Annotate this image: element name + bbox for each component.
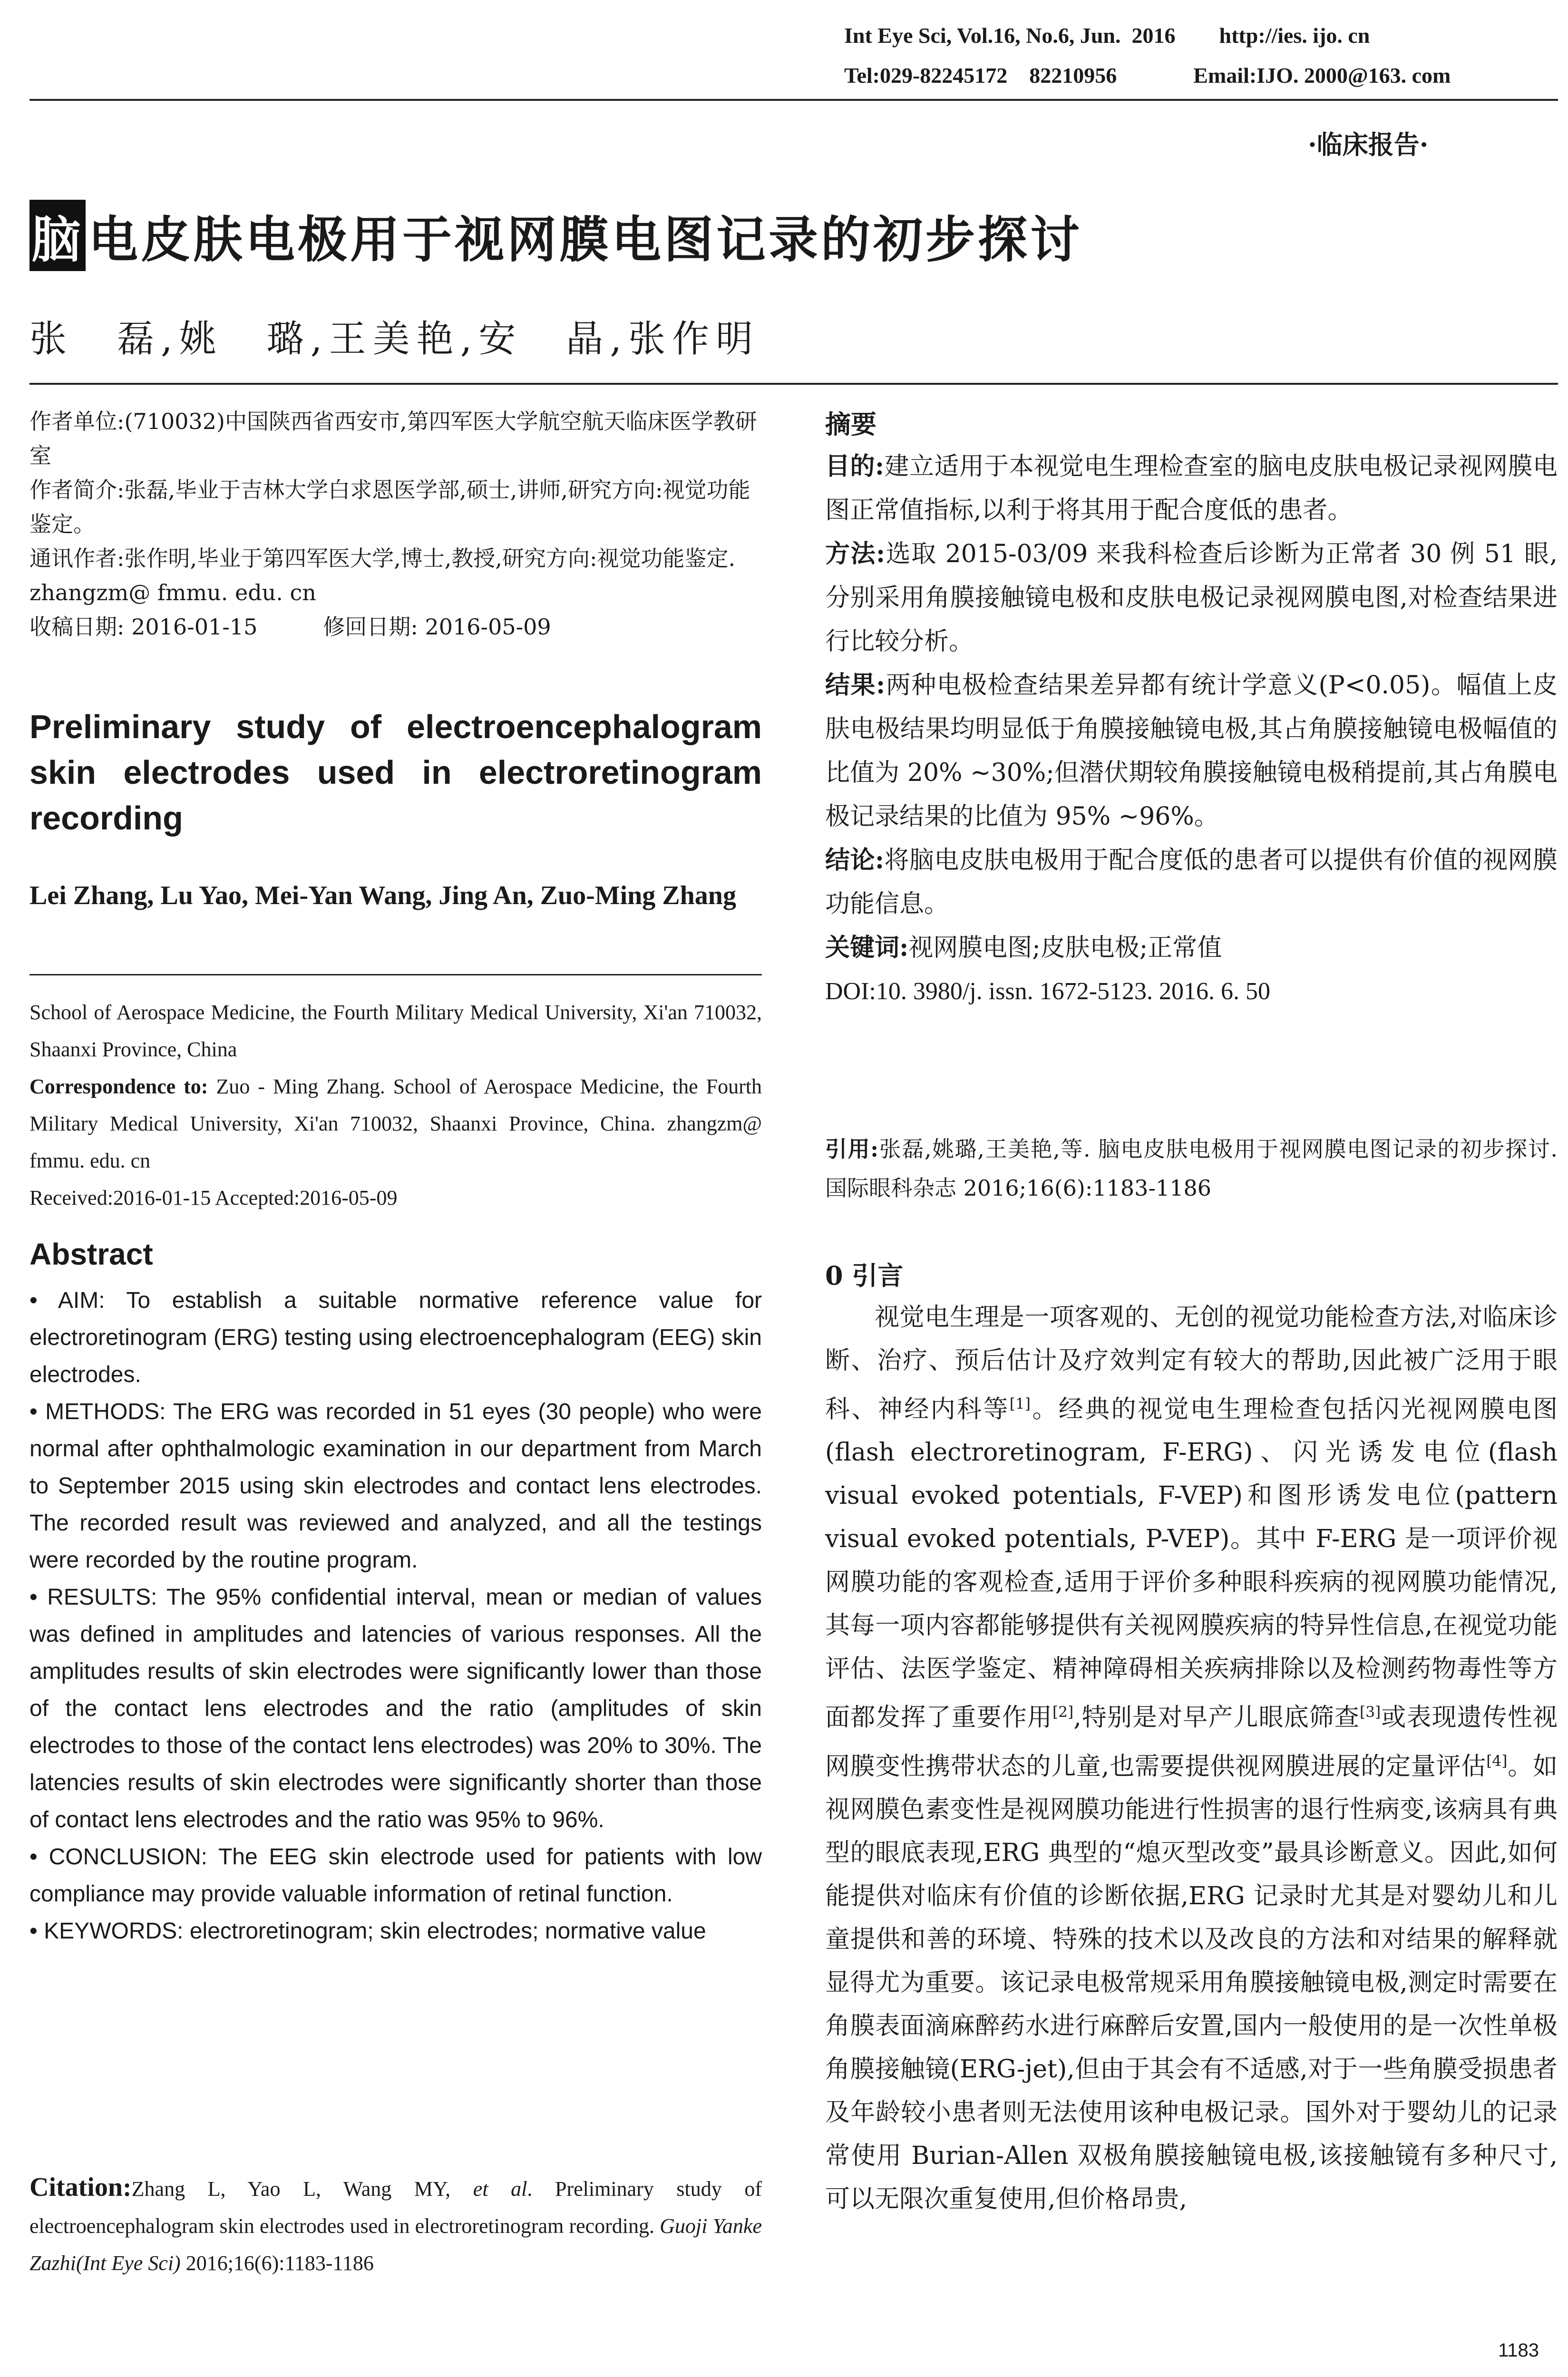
abstract-methods: • METHODS: The ERG was recorded in 51 eyes (30 people) who were normal after ophthalmologic examination in our department from March to September 2015 using skin electrodes and contact lens electrodes. The recorded result was reviewed and analyzed, and all the testings were recorded by the routine program. bbox=[29, 1399, 762, 1573]
zh-results-text: 两种电极检查结果差异都有统计学意义(P<0.05)。幅值上皮肤电极结果均明显低于角膜接触镜电极,其占角膜接触镜电极幅值的比值为 20% ~30%;但潜伏期较角膜接触镜电极稍提前,其占角膜电极记录结果的比值为 95% ~96%。 bbox=[825, 671, 1558, 831]
citation-en-text3: 2016;16(6):1183-1186 bbox=[180, 2251, 374, 2275]
intro-text-4: 或表现遗传性视网膜变性携带状态的儿童,也需要提供视网膜进展的定量评估 bbox=[825, 1703, 1558, 1781]
title-rule bbox=[29, 383, 1558, 385]
intro-heading: 0 引言 bbox=[825, 1260, 904, 1291]
article-title bbox=[29, 200, 1082, 271]
abstract-conclusion: • CONCLUSION: The EEG skin electrode used for patients with low compliance may provide valuable information of retinal function. bbox=[29, 1844, 762, 1907]
zh-aim-label: 目的: bbox=[825, 452, 885, 481]
zh-conclusion-text: 将脑电皮肤电极用于配合度低的患者可以提供有价值的视网膜功能信息。 bbox=[825, 846, 1558, 918]
en-authors-rule bbox=[29, 974, 762, 975]
citation-en-etal: et al bbox=[473, 2177, 527, 2201]
abstract-aim: • AIM: To establish a suitable normative reference value for electroretinogram (ERG) testing using electroencephalogram (EEG) skin electrodes. bbox=[29, 1288, 762, 1387]
authors-zh: 张 磊,姚 璐,王美艳,安 晶,张作明 bbox=[29, 318, 760, 360]
intro-ref-3: [3] bbox=[1360, 1704, 1381, 1721]
abstract-body bbox=[29, 1282, 762, 1950]
zh-methods-text: 选取 2015-03/09 来我科检查后诊断为正常者 30 例 51 眼,分别采用角膜接触镜电极和皮肤电极记录视网膜电图,对检查结果进行比较分析。 bbox=[825, 540, 1558, 656]
title-rest: 电皮肤电极用于视网膜电图记录的初步探讨 bbox=[88, 210, 1083, 269]
journal-header-line1: Int Eye Sci, Vol.16, No.6, Jun. 2016 http://ies. ijo. cn bbox=[844, 23, 1370, 48]
intro-ref-2: [2] bbox=[1052, 1704, 1074, 1721]
citation-en-label: Citation: bbox=[29, 2172, 132, 2202]
zh-aim-text: 建立适用于本视觉电生理检查室的脑电皮肤电极记录视网膜电图正常值指标,以利于将其用于配合度低的患者。 bbox=[825, 452, 1558, 525]
zh-citation-label: 引用: bbox=[825, 1136, 879, 1162]
intro-ref-4: [4] bbox=[1486, 1752, 1508, 1770]
en-school: School of Aerospace Medicine, the Fourth Military Medical University, Xi'an 710032, Shaanxi Province, China bbox=[29, 1001, 762, 1061]
corr-label: Correspondence to: bbox=[29, 1075, 208, 1098]
zh-citation bbox=[825, 1130, 1558, 1208]
header-rule bbox=[29, 99, 1558, 101]
abstract-heading: Abstract bbox=[29, 1237, 153, 1271]
zh-keywords-label: 关键词: bbox=[825, 933, 909, 962]
intro-text-5: 。如视网膜色素变性是视网膜功能进行性损害的退行性病变,该病具有典型的眼底表现,ERG 典型的“熄灭型改变”最具诊断意义。因此,如何能提供对临床有价值的诊断依据,ERG 记录时尤其是对婴幼儿和儿童提供和善的环境、特殊的技术以及改良的方法和对结果的解释就显得尤为重要。该记录电极常规采用角膜接触镜电极,测定时需要在角膜表面滴麻醉药水进行麻醉后安置,国内一般使用的是一次性单极角膜接触镜(ERG-jet),但由于其会有不适感,对于一些角膜受损患者及年龄较小患者则无法使用该种电极记录。国外对于婴幼儿的记录常使用 Burian-Allen 双极角膜接触镜电极,该接触镜有多种尺寸,可以无限次重复使用,但价格昂贵, bbox=[825, 1752, 1558, 2213]
intro-text-2: 。经典的视觉电生理检查包括闪光视网膜电图(flash electroretinogram, F-ERG)、闪光诱发电位(flash visual evoked potentials, F-VEP)和图形诱发电位(pattern visual evoked potentials, P-VEP)。其中 F-ERG 是一项评价视网膜功能的客观检查,适用于评价多种眼科疾病的视网膜功能情况,其每一项内容都能够提供有关视网膜疾病的特异性信息,在视觉功能评估、法医学鉴定、精神障碍相关疾病排除以及检测药物毒性等方面都发挥了重要作用 bbox=[825, 1395, 1558, 1732]
zh-abstract-aim bbox=[825, 445, 1558, 532]
en-title: Preliminary study of electroencephalogram skin electrodes used in electroretinogram recording bbox=[29, 708, 762, 837]
page-number: 1183 bbox=[1498, 2340, 1539, 2361]
zh-dates: 收稿日期: 2016-01-15 修回日期: 2016-05-09 bbox=[29, 614, 551, 640]
intro-ref-1: [1] bbox=[1009, 1395, 1031, 1413]
title-first-char: 脑 bbox=[29, 200, 86, 271]
intro-text-1: 视觉电生理是一项客观的、无创的视觉功能检查方法,对临床诊断、治疗、预后估计及疗效判定有较大的帮助,因此被广泛用于眼科、神经内科等 bbox=[825, 1303, 1558, 1424]
zh-author-info bbox=[29, 404, 762, 644]
zh-abstract-conclusion bbox=[825, 838, 1558, 926]
zh-methods-label: 方法: bbox=[825, 539, 886, 568]
zh-conclusion-label: 结论: bbox=[825, 846, 885, 875]
en-authors: Lei Zhang, Lu Yao, Mei-Yan Wang, Jing An, Zuo-Ming Zhang bbox=[29, 881, 736, 910]
corr-text: Zuo - Ming Zhang. School of Aerospace Medicine, the Fourth Military Medical University, Xi'an 710032, Shaanxi Province, China. zhangzm@ fmmu. edu. cn bbox=[29, 1075, 762, 1172]
abstract-keywords: • KEYWORDS: electroretinogram; skin electrodes; normative value bbox=[29, 1919, 706, 1944]
article-category: ·临床报告· bbox=[1308, 129, 1429, 160]
citation-en-text1: Zhang L, Yao L, Wang MY, bbox=[131, 2177, 473, 2201]
zh-affiliation: 作者单位:(710032)中国陕西省西安市,第四军医大学航空航天临床医学教研室 bbox=[29, 409, 757, 468]
zh-doi: DOI:10. 3980/j. issn. 1672-5123. 2016. 6. 50 bbox=[825, 978, 1270, 1005]
abstract-results: • RESULTS: The 95% confidential interval, mean or median of values was defined in amplitudes and latencies of various responses. All the amplitudes results of skin electrodes were significantly lower than those of the contact lens electrodes and the ratio (amplitudes of skin electrodes to those of the contact lens electrodes) was 20% to 30%. The latencies results of skin electrodes were significantly shorter than those of contact lens electrodes and the ratio was 95% to 96%. bbox=[29, 1585, 762, 1832]
en-correspondence bbox=[29, 1068, 762, 1179]
journal-header-line2: Tel:029-82245172 82210956 Email:IJO. 2000@163. com bbox=[844, 63, 1451, 88]
intro-paragraph bbox=[825, 1296, 1558, 2221]
zh-author-intro: 作者简介:张磊,毕业于吉林大学白求恩医学部,硕士,讲师,研究方向:视觉功能鉴定。 bbox=[29, 477, 750, 537]
intro-text-3: ,特别是对早产儿眼底筛查 bbox=[1073, 1703, 1360, 1732]
zh-citation-text: 张磊,姚璐,王美艳,等. 脑电皮肤电极用于视网膜电图记录的初步探讨. 国际眼科杂志 2016;16(6):1183-1186 bbox=[825, 1136, 1558, 1201]
zh-keywords-text: 视网膜电图;皮肤电极;正常值 bbox=[908, 934, 1222, 962]
zh-corresponding: 通讯作者:张作明,毕业于第四军医大学,博士,教授,研究方向:视觉功能鉴定. zhangzm@ fmmu. edu. cn bbox=[29, 546, 736, 605]
zh-abstract-heading: 摘要 bbox=[825, 409, 877, 439]
zh-abstract-keywords bbox=[825, 926, 1558, 970]
zh-abstract-methods bbox=[825, 532, 1558, 663]
zh-results-label: 结果: bbox=[825, 671, 886, 700]
citation-en-text2: . Preliminary study of electroencephalogram skin electrodes used in electroretinogram recording. bbox=[29, 2177, 762, 2238]
zh-abstract-body bbox=[825, 445, 1558, 1013]
en-dates: Received:2016-01-15 Accepted:2016-05-09 bbox=[29, 1186, 398, 1209]
en-affiliation bbox=[29, 994, 762, 1217]
citation-en bbox=[29, 2169, 762, 2282]
citation-en-journal: Guoji Yanke Zazhi(Int Eye Sci) bbox=[29, 2214, 762, 2275]
zh-abstract-results bbox=[825, 663, 1558, 838]
intro-body bbox=[825, 1296, 1558, 2221]
